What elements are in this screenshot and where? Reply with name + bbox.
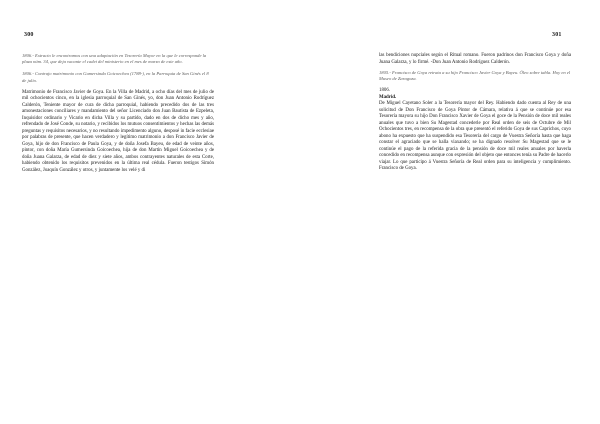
page-number: 300 xyxy=(24,32,34,38)
text-column xyxy=(22,53,214,174)
footnote-1806-tesoreria: 1806.- Extracto le encontramos con una adaptación en Tesorería Mayor en la que le corresponde la plaza núm. 34, que deja vacante el cadet del ministerio en el mes de marzo de este año. xyxy=(22,53,207,65)
pension-order-paragraph: De Miguel Cayetano Soler a la Tesorería mayor del Rey. Habiendo dado cuenta al Rey de una solicitud de Don Francisco de Goya Pintor de Cámara, relativa á que se continúe por esa Tesorería mayora su hijo Don Francisco Xavier de Goya el goce de la Pensión de doce mil reales anuales que tuvo a bien Su Magestad concederle por Real orden de seis de Octubre de Mil Ochocientos tres, en recompensa de la obra que presentó el referido Goya de sus Caprichos, cuyo abono ha expuesto que ha suspendido esa Tesorería del cargo de Vuestra Señoría hasta que haga constar el agraciado que se halla viaxando; se ha dignado resolver Su Magestad que se le continúe el pago de la referida gracia de la pensión de doce mil reales anuales por haverla concedido en recompensa aunque con expresión del objeto que entonces tenía su Padre de hacerlo viajar. Lo que participo á Vuestra Señoría de Real orden para su inteligencia y cumplimiento. Francisco de Goya. xyxy=(379,101,571,172)
page-number: 301 xyxy=(552,32,562,38)
marriage-record-paragraph: Matrimonio de Francisco Javier de Goya. En la Villa de Madrid, a ocho días del mes de julio de mil ochocientos cinco, en la iglesia parroquial de San Ginés, yo, don Juan Antonio Rodríguez Calderón, Teniente mayor de cura de dicha parroquial, habiendo precedido dos de las tres amonestaciones conciliares y mandamiento del señor Licenciado don Juan Bautista de Ezpeleta, Inquisidor ordinario y Vicario en dicha Villa y su partido, dado en dos de dicho mes y año, refrendado de José Conde, su notario, y recibidos los mutuos consentimientos y hechas las demás preguntas y requisitos necesarios, y no resultando impedimento alguno, desposé in facie ecclesiae por palabras de presente, que hacen verdadero y legítimo matrimonio a don Francisco Javier de Goya, hijo de don Francisco de Paula Goya, y de doña Josefa Bayeu, de edad de veinte años, pintor, con doña María Gumersinda Goicoechea, hija de don Martín Miguel Goicoechea y de doña Juana Galarza, de edad de diez y siete años, ambos contrayentes naturales de esta Corte, habiendo obtenido los requisitos prevenidos en la última real cédula. Fueron testigos Simón González, Joaquín González y otros, y juntamente los velé y di xyxy=(22,89,214,173)
document-place: Madrid. xyxy=(379,94,397,100)
footnote-1806-matrimonio: 1806.- Contrajo matrimonio con Gumersinda Goicoechea (1788-), en la Parroquia de San Ginés el 8 de julio. xyxy=(22,71,209,83)
text-column xyxy=(379,53,571,173)
document-year: 1806. xyxy=(379,88,391,94)
marriage-record-continuation: las bendiciones nupciales según el Ritual romano. Fueron padrinos don Francisco Goya y doña Juana Galarza, y lo firmé. -Don Juan Antonio Rodríguez Calderón. xyxy=(379,53,571,65)
right-page xyxy=(300,0,600,424)
footnote-1805-portrait: 1805.- Francisco de Goya retrata a su hijo Francisco Javier Goya y Bayeu. Óleo sobre tabla. Hoy en el Museo de Zaragoza. xyxy=(379,70,571,82)
